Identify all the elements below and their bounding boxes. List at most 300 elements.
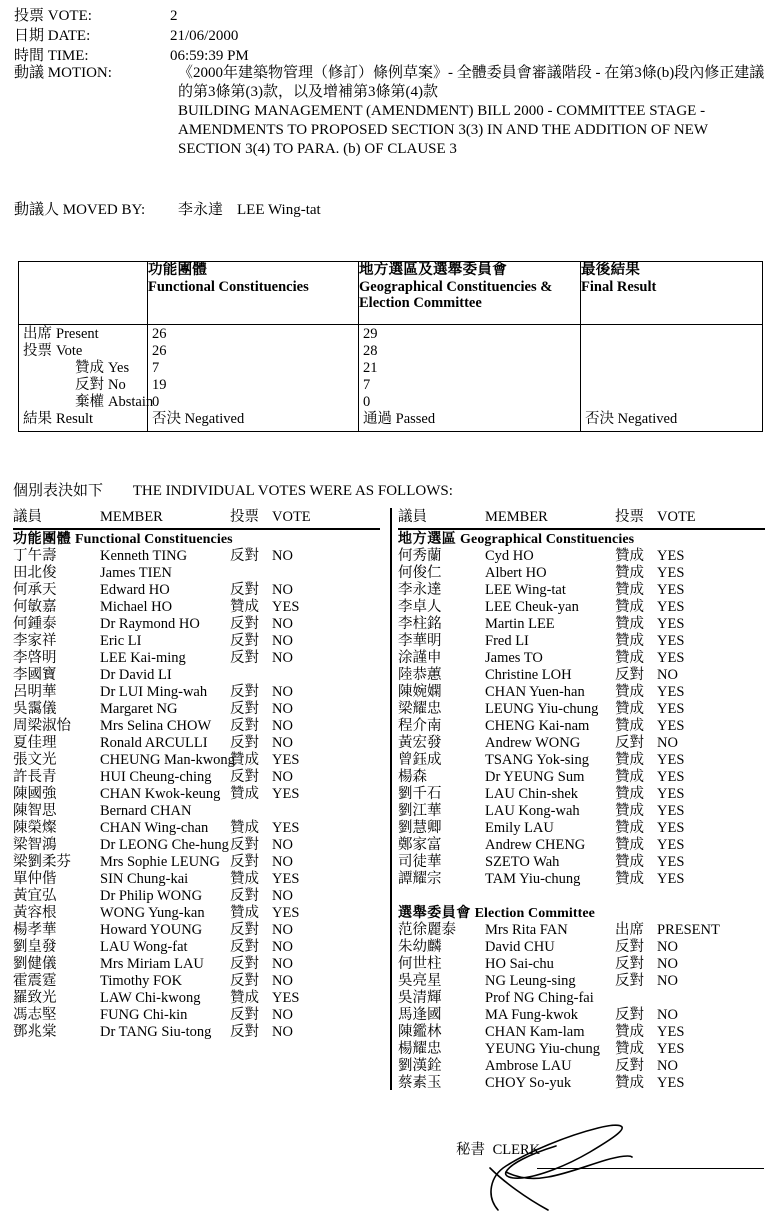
summary-row-label [19, 411, 147, 428]
member-name-chinese: 鄧兆棠 [13, 1024, 57, 1040]
member-name-english: CHENG Kai-nam [485, 718, 590, 734]
vote-row [398, 718, 770, 735]
moved-by-name-english: LEE Wing-tat [237, 202, 321, 218]
summary-value-final [581, 377, 762, 394]
vote-value-english: NO [272, 888, 293, 904]
member-name-chinese: 丁午壽 [13, 548, 57, 564]
vote-value-english: YES [657, 752, 685, 768]
summary-row-label [19, 377, 147, 394]
vote-row [13, 599, 385, 616]
time-label: 時間 TIME: [14, 48, 89, 64]
vote-row [13, 905, 385, 922]
left-vote-rows [13, 548, 385, 1041]
section-election-committee-chinese: 選舉委員會 [398, 906, 471, 921]
summary-value-final [581, 394, 762, 411]
member-name-chinese: 馬逢國 [398, 1007, 442, 1023]
vote-row [398, 837, 770, 854]
vote-value-english: YES [657, 599, 685, 615]
motion-text-english: BUILDING MANAGEMENT (AMENDMENT) BILL 2000 - COMMITTEE STAGE - AMENDMENTS TO PROPOSED SECTION 3(3) IN AND THE ADDITION OF NEW SECTION 3(4) TO PARA. (b) OF CLAUSE 3 [178, 103, 708, 157]
member-name-chinese: 楊森 [398, 769, 427, 785]
vote-row [398, 548, 770, 565]
member-name-english: CHAN Kam-lam [485, 1024, 585, 1040]
vote-value-chinese: 贊成 [615, 871, 644, 887]
member-name-english: Andrew WONG [485, 735, 581, 751]
member-name-chinese: 曾鈺成 [398, 752, 442, 768]
member-name-chinese: 蔡素玉 [398, 1075, 442, 1091]
member-name-english: Howard YOUNG [100, 922, 203, 938]
vote-row [398, 922, 770, 939]
vote-value-chinese: 贊成 [615, 769, 644, 785]
member-name-chinese: 楊耀忠 [398, 1041, 442, 1057]
vote-value-chinese: 反對 [230, 1024, 259, 1040]
member-name-chinese: 陸恭蕙 [398, 667, 442, 683]
summary-label-list [19, 325, 154, 428]
vote-value-chinese [230, 803, 272, 820]
member-name-chinese: 許長青 [13, 769, 57, 785]
right-vote-rows [398, 548, 770, 888]
vote-value-english [272, 803, 342, 820]
vote-value-chinese: 反對 [615, 939, 644, 955]
vote-value-english: YES [657, 803, 685, 819]
member-name-chinese: 何世柱 [398, 956, 442, 972]
member-name-english: Emily LAU [485, 820, 554, 836]
vote-value-english [272, 565, 342, 582]
summary-row-label-english: Vote [56, 343, 83, 359]
vote-value-english: NO [272, 701, 293, 717]
member-name-chinese: 黃宜弘 [13, 888, 57, 904]
member-name-english: LEE Cheuk-yan [485, 599, 579, 615]
member-name-chinese: 李國寶 [13, 667, 57, 683]
member-name-english: LAW Chi-kwong [100, 990, 201, 1006]
vote-row [13, 786, 385, 803]
vote-value-chinese: 贊成 [615, 616, 644, 632]
vote-value-chinese [230, 667, 272, 684]
vote-value-english: YES [657, 582, 685, 598]
member-name-english: CHEUNG Man-kwong [100, 752, 235, 768]
member-name-english: Mrs Sophie LEUNG [100, 854, 221, 870]
vote-row [13, 548, 385, 565]
vote-row [398, 1058, 770, 1075]
summary-final-cell [581, 325, 763, 432]
vote-value-chinese: 反對 [230, 650, 259, 666]
summary-row-label-english: Result [56, 411, 94, 427]
vote-value-chinese: 贊成 [615, 786, 644, 802]
member-name-english: Michael HO [100, 599, 173, 615]
vote-value-chinese: 反對 [230, 548, 259, 564]
vote-value-chinese: 贊成 [230, 990, 259, 1006]
vote-value-english: NO [272, 633, 293, 649]
section-functional-constituencies [13, 531, 385, 548]
vote-value-english: YES [272, 820, 300, 836]
vote-value-english: NO [272, 854, 293, 870]
motion-text [178, 64, 766, 159]
vote-row [13, 837, 385, 854]
member-name-chinese: 劉漢銓 [398, 1058, 442, 1074]
vote-value-english: YES [657, 650, 685, 666]
vote-value-english: YES [657, 871, 685, 887]
vote-value-english: NO [657, 956, 678, 972]
summary-value-final: 否決 Negatived [585, 411, 678, 427]
member-name-english: Kenneth TING [100, 548, 188, 564]
vote-value-english: YES [657, 633, 685, 649]
vote-value-chinese: 贊成 [230, 871, 259, 887]
individual-votes-title-english: THE INDIVIDUAL VOTES WERE AS FOLLOWS: [132, 483, 453, 499]
vote-value-english: YES [657, 854, 685, 870]
vote-value-chinese: 反對 [230, 939, 259, 955]
member-name-english: David CHU [485, 939, 555, 955]
header-geographical-chinese: 地方選區及選舉委員會 [359, 262, 507, 278]
member-name-chinese: 鄭家富 [398, 837, 442, 853]
individual-votes-area [0, 508, 780, 1098]
member-name-english: YEUNG Yiu-chung [485, 1041, 601, 1057]
document-meta [14, 6, 764, 66]
vote-row [13, 769, 385, 786]
summary-row-label [19, 326, 147, 343]
vote-value-chinese: 贊成 [615, 854, 644, 870]
vote-row [13, 820, 385, 837]
member-name-english: LAU Wong-fat [100, 939, 188, 955]
member-name-chinese: 陳婉嫻 [398, 684, 442, 700]
vote-value-chinese: 贊成 [615, 1024, 644, 1040]
vote-row [13, 650, 385, 667]
member-name-chinese: 單仲偕 [13, 871, 57, 887]
member-name-chinese: 張文光 [13, 752, 57, 768]
vote-row [398, 599, 770, 616]
vote-value-chinese: 反對 [230, 922, 259, 938]
vote-row [13, 684, 385, 701]
vote-value-chinese: 贊成 [615, 548, 644, 564]
member-name-english: HO Sai-chu [485, 956, 554, 972]
member-name-english: Martin LEE [485, 616, 555, 632]
vote-row [398, 820, 770, 837]
vote-row [398, 956, 770, 973]
vote-row [398, 684, 770, 701]
summary-functional-list [148, 325, 358, 428]
vote-value-english: NO [272, 956, 293, 972]
vote-value-english [272, 667, 342, 684]
vote-row [13, 1024, 385, 1041]
member-name-english: Christine LOH [485, 667, 572, 683]
vote-value-chinese: 反對 [230, 956, 259, 972]
member-name-chinese: 陳榮燦 [13, 820, 57, 836]
member-name-english: Timothy FOK [100, 973, 183, 989]
vote-row [398, 973, 770, 990]
header-final-english: Final Result [581, 279, 657, 295]
member-name-english: TSANG Yok-sing [485, 752, 589, 768]
member-name-english: Eric LI [100, 633, 142, 649]
vote-value-english: NO [657, 939, 678, 955]
vote-value-english: NO [272, 922, 293, 938]
vote-row [398, 786, 770, 803]
vote-value-chinese: 贊成 [615, 565, 644, 581]
member-name-english: WONG Yung-kan [100, 905, 205, 921]
moved-by-name-chinese: 李永達 [178, 202, 224, 218]
vote-value-english: NO [272, 616, 293, 632]
member-name-chinese: 吳亮星 [398, 973, 442, 989]
section-geographical-english: Geographical Constituencies [460, 532, 635, 547]
summary-value-geographical: 0 [363, 394, 371, 410]
right-header-member-english: MEMBER [485, 509, 548, 525]
vote-row [13, 973, 385, 990]
vote-value-english: NO [272, 973, 293, 989]
vote-row [398, 650, 770, 667]
motion-text-chinese: 《2000年建築物管理（修訂）條例草案》- 全體委員會審議階段 - 在第3條(b)段內修正建議的第3條第(3)款，以及增補第3條第(4)款 [178, 65, 765, 100]
left-header-vote-english: VOTE [272, 509, 311, 525]
member-name-english: TAM Yiu-chung [485, 871, 581, 887]
section-functional-english: Functional Constituencies [75, 532, 233, 547]
member-name-english: Margaret NG [100, 701, 178, 717]
vote-row [398, 871, 770, 888]
meta-row-time [14, 46, 764, 66]
vote-row [398, 1024, 770, 1041]
clerk-label-english: CLERK [492, 1142, 541, 1158]
vote-row [13, 633, 385, 650]
vote-value-english: PRESENT [657, 922, 720, 938]
summary-row-label [19, 394, 154, 411]
member-name-english: MA Fung-kwok [485, 1007, 579, 1023]
member-name-english: Fred LI [485, 633, 529, 649]
vote-row [398, 990, 770, 1007]
section-functional-chinese: 功能團體 [13, 532, 72, 547]
vote-value-chinese: 贊成 [615, 1075, 644, 1091]
member-name-chinese: 何敏嘉 [13, 599, 57, 615]
left-header-member-english: MEMBER [100, 509, 163, 525]
vote-value-english [657, 990, 727, 1007]
vote-row [13, 616, 385, 633]
vote-row [13, 752, 385, 769]
vote-value-chinese: 贊成 [615, 752, 644, 768]
vote-row [13, 1007, 385, 1024]
vote-row [398, 735, 770, 752]
column-divider [390, 508, 392, 1090]
vote-row [13, 701, 385, 718]
clerk-signature [470, 1110, 730, 1220]
vote-row [398, 1041, 770, 1058]
right-vote-rows-committee [398, 922, 770, 1092]
vote-row [13, 939, 385, 956]
member-name-chinese: 程介南 [398, 718, 442, 734]
clerk-label-chinese: 秘書 [456, 1142, 485, 1158]
vote-value-chinese: 反對 [230, 701, 259, 717]
member-name-english: HUI Cheung-ching [100, 769, 212, 785]
member-name-english: LAU Chin-shek [485, 786, 579, 802]
member-name-chinese: 吳靄儀 [13, 701, 57, 717]
header-final-chinese: 最後結果 [581, 262, 641, 278]
vote-value-chinese: 贊成 [615, 803, 644, 819]
vote-row [13, 990, 385, 1007]
vote-value-chinese: 贊成 [615, 701, 644, 717]
vote-row [398, 616, 770, 633]
header-functional-english: Functional Constituencies [148, 279, 309, 295]
member-name-chinese: 何承天 [13, 582, 57, 598]
vote-value-english: YES [657, 616, 685, 632]
summary-row-label-chinese: 結果 [23, 411, 52, 427]
section-geographical-chinese: 地方選區 [398, 532, 457, 547]
summary-header-blank [19, 262, 148, 325]
member-name-chinese: 霍震霆 [13, 973, 57, 989]
member-name-chinese: 馮志堅 [13, 1007, 57, 1023]
vote-row [13, 667, 385, 684]
vote-row [13, 565, 385, 582]
vote-value-chinese: 反對 [230, 854, 259, 870]
member-name-english: Dr Philip WONG [100, 888, 203, 904]
member-name-chinese: 范徐麗泰 [398, 922, 456, 938]
vote-value: 2 [170, 8, 178, 24]
date-label: 日期 DATE: [14, 28, 91, 44]
header-geographical-english-2: Election Committee [359, 295, 482, 311]
member-name-english: SZETO Wah [485, 854, 560, 870]
member-name-english: LEE Kai-ming [100, 650, 186, 666]
member-name-english: Ronald ARCULLI [100, 735, 208, 751]
vote-row [13, 718, 385, 735]
member-name-english: SIN Chung-kai [100, 871, 189, 887]
member-name-chinese: 楊孝華 [13, 922, 57, 938]
vote-value-chinese: 反對 [615, 667, 644, 683]
meta-row-vote [14, 6, 764, 26]
summary-value-functional: 0 [152, 394, 160, 410]
vote-label: 投票 VOTE: [14, 8, 92, 24]
vote-value-english: NO [272, 548, 293, 564]
section-election-committee [398, 905, 770, 922]
member-name-english: Dr LUI Ming-wah [100, 684, 208, 700]
vote-value-chinese: 贊成 [615, 650, 644, 666]
member-name-chinese: 何俊仁 [398, 565, 442, 581]
section-election-committee-english: Election Committee [474, 906, 595, 921]
vote-value-english: NO [657, 735, 678, 751]
vote-row [398, 803, 770, 820]
time-value: 06:59:39 PM [170, 48, 249, 64]
vote-row [398, 752, 770, 769]
vote-row [398, 769, 770, 786]
member-name-english: Dr David LI [100, 667, 172, 683]
left-header-member-chinese: 議員 [13, 509, 42, 525]
vote-value-english: YES [272, 786, 300, 802]
vote-value-chinese: 贊成 [230, 820, 259, 836]
member-name-chinese: 劉千石 [398, 786, 442, 802]
vote-value-english: NO [272, 684, 293, 700]
vote-value-chinese: 贊成 [230, 786, 259, 802]
vote-row [398, 939, 770, 956]
summary-value-functional: 26 [152, 343, 167, 359]
member-name-chinese: 黃宏發 [398, 735, 442, 751]
member-name-english: Mrs Miriam LAU [100, 956, 204, 972]
header-functional-chinese: 功能團體 [148, 262, 208, 278]
right-header-vote-english: VOTE [657, 509, 696, 525]
vote-row [398, 1007, 770, 1024]
summary-value-geographical: 21 [363, 360, 378, 376]
member-name-chinese: 司徒華 [398, 854, 442, 870]
vote-summary-table [18, 261, 763, 432]
member-name-english: Albert HO [485, 565, 547, 581]
summary-row-label [19, 360, 147, 377]
vote-value-chinese: 贊成 [615, 1041, 644, 1057]
summary-row-label-chinese: 投票 [23, 343, 52, 359]
member-name-chinese: 劉健儀 [13, 956, 57, 972]
member-name-chinese: 梁劉柔芬 [13, 854, 71, 870]
member-name-chinese: 陳鑑林 [398, 1024, 442, 1040]
vote-row [398, 701, 770, 718]
vote-value-english: NO [272, 837, 293, 853]
vote-value-chinese: 贊成 [615, 684, 644, 700]
summary-header-final [581, 262, 763, 325]
vote-value-english: NO [657, 1058, 678, 1074]
vote-value-english: NO [272, 1024, 293, 1040]
vote-value-english: NO [657, 667, 678, 683]
member-name-chinese: 李卓人 [398, 599, 442, 615]
vote-value-chinese [230, 565, 272, 582]
vote-value-chinese: 贊成 [615, 718, 644, 734]
vote-value-english: YES [657, 565, 685, 581]
individual-votes-title [13, 482, 453, 501]
vote-value-chinese: 反對 [615, 973, 644, 989]
member-name-chinese: 黃容根 [13, 905, 57, 921]
member-name-chinese: 涂謹申 [398, 650, 442, 666]
summary-row-label-english: Present [56, 326, 99, 342]
vote-value-chinese: 反對 [230, 582, 259, 598]
member-name-chinese: 何秀蘭 [398, 548, 442, 564]
vote-value-english: YES [657, 684, 685, 700]
vote-value-chinese: 反對 [615, 1058, 644, 1074]
vote-row [13, 871, 385, 888]
member-name-english: CHAN Kwok-keung [100, 786, 221, 802]
left-header-vote-chinese: 投票 [230, 509, 259, 525]
vote-value-chinese: 反對 [615, 1007, 644, 1023]
member-name-chinese: 梁耀忠 [398, 701, 442, 717]
vote-value-english: NO [272, 582, 293, 598]
member-name-chinese: 周梁淑怡 [13, 718, 71, 734]
vote-value-chinese: 贊成 [230, 752, 259, 768]
header-geographical-english: Geographical Constituencies & [359, 279, 553, 295]
vote-row [398, 667, 770, 684]
summary-row-label-english: Abstain [108, 394, 154, 410]
vote-value-english: YES [657, 820, 685, 836]
vote-value-chinese: 反對 [230, 769, 259, 785]
member-name-english: NG Leung-sing [485, 973, 576, 989]
vote-value-chinese: 贊成 [230, 599, 259, 615]
vote-value-chinese: 贊成 [615, 837, 644, 853]
member-name-chinese: 劉慧卿 [398, 820, 442, 836]
vote-row [13, 735, 385, 752]
vote-value-english: YES [657, 1024, 685, 1040]
vote-value-chinese: 贊成 [230, 905, 259, 921]
right-header-rule [398, 528, 765, 530]
vote-value-english: YES [272, 752, 300, 768]
section-gap [398, 888, 770, 905]
summary-value-geographical: 7 [363, 377, 371, 393]
right-column-headers [398, 508, 770, 528]
vote-value-chinese: 反對 [230, 616, 259, 632]
summary-geographical-list [359, 325, 580, 428]
member-name-chinese: 呂明華 [13, 684, 57, 700]
member-name-english: Dr YEUNG Sum [485, 769, 585, 785]
vote-value-english: NO [272, 1007, 293, 1023]
member-name-english: Edward HO [100, 582, 170, 598]
vote-value-english: NO [272, 718, 293, 734]
summary-row-label-english: No [108, 377, 126, 393]
summary-row-label-chinese: 反對 [75, 377, 104, 393]
summary-geographical-cell [359, 325, 581, 432]
member-name-english: Cyd HO [485, 548, 534, 564]
member-name-chinese: 李柱銘 [398, 616, 442, 632]
vote-value-chinese [615, 990, 657, 1007]
member-name-english: Bernard CHAN [100, 803, 192, 819]
vote-value-english: NO [272, 939, 293, 955]
vote-value-chinese: 反對 [230, 1007, 259, 1023]
summary-final-list [581, 325, 762, 428]
vote-row [13, 854, 385, 871]
vote-value-chinese: 贊成 [615, 633, 644, 649]
member-name-english: LAU Kong-wah [485, 803, 580, 819]
